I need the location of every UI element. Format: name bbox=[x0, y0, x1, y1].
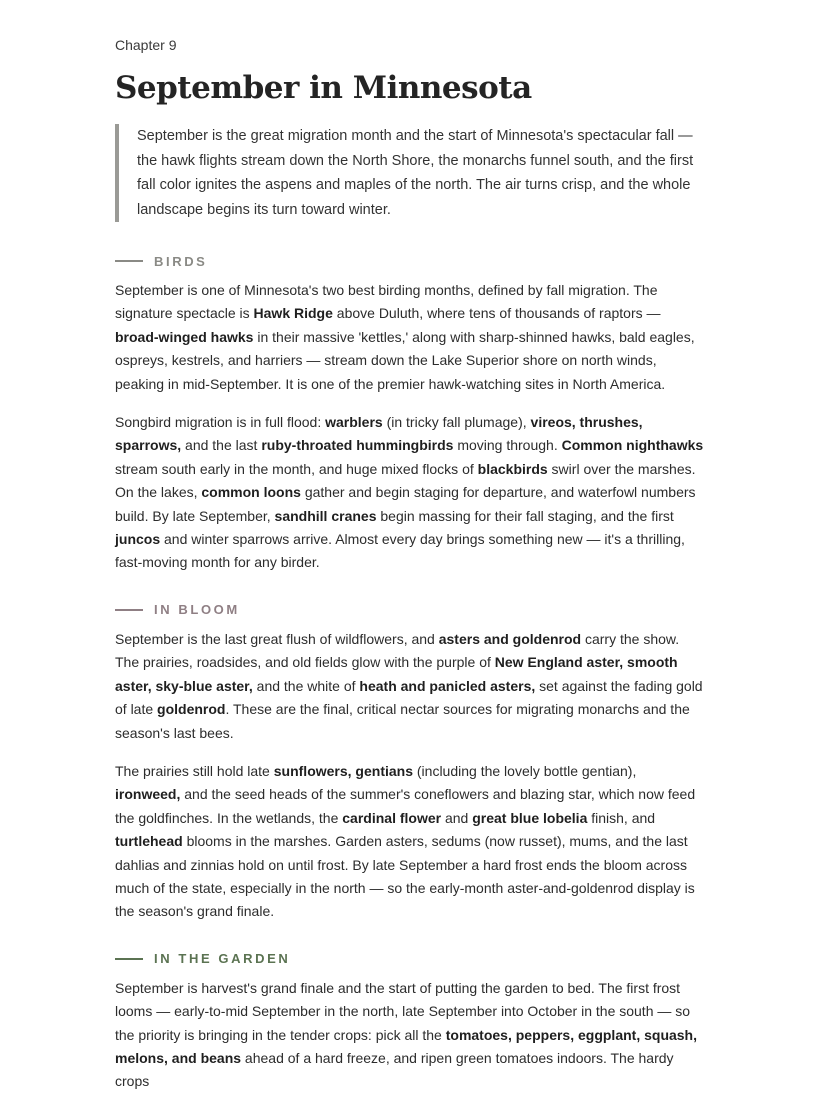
text-run: above Duluth, where tens of thousands of raptors — bbox=[332, 305, 661, 322]
bold-term: ironweed, bbox=[115, 786, 181, 803]
bold-term: broad-winged hawks bbox=[115, 328, 254, 345]
text-run: (in tricky fall plumage), bbox=[382, 414, 531, 431]
section-in-bloom bbox=[115, 601, 705, 924]
text-run: ahead of a hard freeze, and ripen green tomatoes indoors. The hardy crops bbox=[115, 1049, 674, 1090]
bold-term: Hawk Ridge bbox=[253, 305, 333, 322]
bold-term: great blue lobelia bbox=[472, 809, 588, 826]
body-paragraph bbox=[115, 760, 705, 924]
text-run: blooms in the marshes. Garden asters, sedums (now russet), mums, and the last dahlias and zinnias hold on until frost. By late September a hard frost ends the bloom across much of the state, especially in the north — so the early-month aster-and-goldenrod display is the season's grand finale. bbox=[115, 833, 695, 920]
chapter-content bbox=[115, 36, 705, 1120]
bold-term: ruby-throated hummingbirds bbox=[261, 437, 454, 454]
section-rule bbox=[115, 958, 143, 960]
chapter-label: Chapter 9 bbox=[115, 37, 177, 53]
body-paragraph bbox=[115, 279, 705, 396]
text-run: set against the fading gold of late bbox=[115, 677, 703, 718]
bold-term: New England aster, smooth aster, sky-blue aster, bbox=[115, 654, 678, 694]
text-run: begin massing for their fall staging, and the first bbox=[376, 507, 674, 524]
text-run: and the white of bbox=[252, 677, 360, 694]
text-run: Songbird migration is in full flood: bbox=[115, 414, 326, 431]
text-run: (including the lovely bottle gentian), bbox=[413, 762, 637, 779]
bold-term: vireos, thrushes, sparrows, bbox=[115, 414, 643, 454]
text-run: The prairies still hold late bbox=[115, 762, 274, 779]
text-run: and the seed heads of the summer's coneflowers and blazing star, which now feed the goldfinches. In the wetlands, the bbox=[115, 786, 696, 826]
bold-term: tomatoes, peppers, eggplant, squash, melons, and beans bbox=[115, 1026, 698, 1066]
section-rule bbox=[115, 260, 143, 262]
chapter-title: September in Minnesota bbox=[115, 70, 532, 106]
section-heading bbox=[115, 252, 705, 270]
section-label: IN BLOOM bbox=[154, 602, 240, 618]
body-paragraph bbox=[115, 628, 705, 745]
sections-container bbox=[115, 252, 705, 1094]
bold-term: goldenrod bbox=[157, 701, 226, 718]
section-label: BIRDS bbox=[154, 253, 208, 269]
bold-term: warblers bbox=[325, 414, 383, 431]
text-run: gather and begin staging for departure, and waterfowl numbers build. By late September, bbox=[115, 484, 696, 524]
bold-term: Common nighthawks bbox=[561, 437, 704, 454]
section-in-the-garden bbox=[115, 950, 705, 1094]
text-run: swirl over the marshes. On the lakes, bbox=[115, 460, 696, 501]
text-run: September is harvest's grand finale and the start of putting the garden to bed. The first frost looms — early-to-mid September in the north, late September into October in the south — so the priority is bringing in the tender crops: pick all the bbox=[115, 979, 691, 1043]
lede-blockquote: September is the great migration month and the start of Minnesota's spectacular fall — the hawk flights stream down the North Shore, the monarchs funnel south, and the first fall color ignites the aspens and maples of the north. The air turns crisp, and the whole landscape begins its turn toward winter. bbox=[115, 124, 705, 222]
text-run: September is the last great flush of wildflowers, and bbox=[115, 630, 439, 647]
section-heading bbox=[115, 601, 705, 619]
text-run: and winter sparrows arrive. Almost every day brings something new — it's a thrilling, fast-moving month for any birder. bbox=[115, 531, 685, 571]
bold-term: cardinal flower bbox=[342, 809, 442, 826]
bold-term: heath and panicled asters, bbox=[359, 677, 536, 694]
section-birds bbox=[115, 252, 705, 575]
bold-term: turtlehead bbox=[115, 833, 183, 850]
text-run: . These are the final, critical nectar sources for migrating monarchs and the season's last bees. bbox=[115, 701, 690, 741]
text-run: carry the show. The prairies, roadsides, and old fields glow with the purple of bbox=[115, 630, 680, 671]
bold-term: blackbirds bbox=[477, 460, 548, 477]
bold-term: sandhill cranes bbox=[274, 507, 377, 524]
text-run: in their massive 'kettles,' along with sharp-shinned hawks, bald eagles, ospreys, kestrels, and harriers — stream down the Lake Superior shore on north winds, peaking in mid-September. It is one of the premier hawk-watching sites in North America. bbox=[115, 328, 695, 392]
text-run: stream south early in the month, and huge mixed flocks of bbox=[115, 460, 478, 477]
bold-term: sunflowers, gentians bbox=[273, 762, 413, 779]
bold-term: asters and goldenrod bbox=[438, 630, 582, 647]
body-paragraph bbox=[115, 411, 705, 575]
text-run: and the last bbox=[181, 437, 262, 454]
bold-term: common loons bbox=[201, 484, 301, 501]
section-heading bbox=[115, 950, 705, 968]
text-run: finish, and bbox=[587, 809, 656, 826]
text-run: and bbox=[441, 809, 473, 826]
text-run: September is one of Minnesota's two best birding months, defined by fall migration. The signature spectacle is bbox=[115, 282, 658, 322]
section-label: IN THE GARDEN bbox=[154, 951, 291, 967]
section-rule bbox=[115, 609, 143, 611]
bold-term: juncos bbox=[115, 531, 161, 548]
text-run: moving through. bbox=[453, 437, 562, 454]
body-paragraph bbox=[115, 977, 705, 1094]
